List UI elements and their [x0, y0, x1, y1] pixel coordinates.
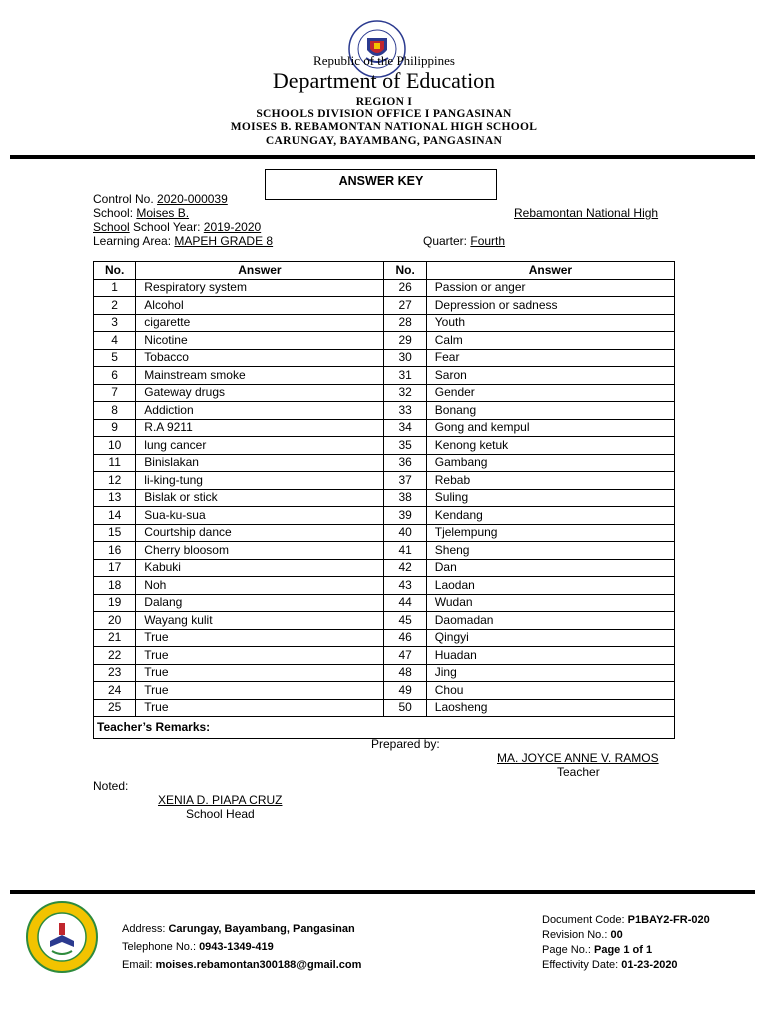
answer-table: [93, 261, 675, 739]
item-answer: Jing: [426, 664, 674, 682]
item-answer: Youth: [426, 314, 674, 332]
year-value: 2019-2020: [203, 220, 262, 234]
table-row: [94, 577, 675, 595]
table-row: [94, 349, 675, 367]
footer-email: [122, 956, 361, 974]
table-header-row: [94, 262, 675, 280]
item-answer: True: [136, 629, 384, 647]
item-answer: lung cancer: [136, 437, 384, 455]
item-number: 6: [94, 367, 136, 385]
school-word: School: [93, 220, 130, 234]
quarter-field: [423, 234, 505, 248]
item-answer: Gong and kempul: [426, 419, 674, 437]
item-number: 15: [94, 524, 136, 542]
item-number: 29: [384, 332, 426, 350]
item-answer: Huadan: [426, 647, 674, 665]
item-answer: Tobacco: [136, 349, 384, 367]
table-row: [94, 699, 675, 717]
address-label: Address:: [122, 923, 166, 935]
email-value: moises.rebamontan300188@gmail.com: [155, 959, 362, 971]
item-answer: Gambang: [426, 454, 674, 472]
footer-address: [122, 920, 361, 938]
item-number: 46: [384, 629, 426, 647]
col-header-answer: Answer: [426, 262, 674, 280]
item-answer: Fear: [426, 349, 674, 367]
item-number: 39: [384, 507, 426, 525]
item-answer: Kabuki: [136, 559, 384, 577]
table-row: [94, 454, 675, 472]
item-number: 30: [384, 349, 426, 367]
table-row: [94, 332, 675, 350]
item-number: 41: [384, 542, 426, 560]
item-answer: Dalang: [136, 594, 384, 612]
table-row: [94, 612, 675, 630]
item-number: 44: [384, 594, 426, 612]
item-number: 21: [94, 629, 136, 647]
item-answer: True: [136, 664, 384, 682]
item-number: 3: [94, 314, 136, 332]
table-row: [94, 664, 675, 682]
item-answer: cigarette: [136, 314, 384, 332]
item-answer: Gateway drugs: [136, 384, 384, 402]
department-title: Department of Education: [272, 68, 496, 93]
footer-telephone: [122, 938, 361, 956]
col-header-no: No.: [384, 262, 426, 280]
item-number: 43: [384, 577, 426, 595]
item-number: 38: [384, 489, 426, 507]
prepared-by-label: Prepared by:: [371, 737, 440, 751]
footer-contact: [122, 920, 361, 974]
school-label: School:: [93, 206, 134, 220]
item-answer: Cherry bloosom: [136, 542, 384, 560]
item-answer: Sua-ku-sua: [136, 507, 384, 525]
col-header-answer: Answer: [136, 262, 384, 280]
item-number: 4: [94, 332, 136, 350]
item-answer: Wudan: [426, 594, 674, 612]
item-number: 22: [94, 647, 136, 665]
item-answer: Qingyi: [426, 629, 674, 647]
item-answer: Saron: [426, 367, 674, 385]
remarks-row: [94, 717, 675, 739]
revision-value: 00: [610, 929, 623, 941]
table-row: [94, 472, 675, 490]
item-answer: Alcohol: [136, 297, 384, 315]
item-number: 9: [94, 419, 136, 437]
col-header-no: No.: [94, 262, 136, 280]
division-line: SCHOOLS DIVISION OFFICE I PANGASINAN: [256, 108, 512, 120]
item-answer: Bonang: [426, 402, 674, 420]
item-number: 50: [384, 699, 426, 717]
item-answer: Depression or sadness: [426, 297, 674, 315]
area-label: Learning Area:: [93, 234, 172, 248]
school-name-line: MOISES B. REBAMONTAN NATIONAL HIGH SCHOOL: [230, 121, 538, 133]
effectivity-label: Effectivity Date:: [542, 959, 619, 971]
table-row: [94, 559, 675, 577]
item-number: 20: [94, 612, 136, 630]
school-value-cont: Rebamontan National High: [514, 206, 659, 220]
answer-key-title: ANSWER KEY: [265, 169, 497, 200]
noted-by-title: School Head: [186, 807, 255, 821]
item-number: 10: [94, 437, 136, 455]
doc-code-label: Document Code:: [542, 914, 625, 926]
item-answer: True: [136, 682, 384, 700]
item-answer: Dan: [426, 559, 674, 577]
table-row: [94, 542, 675, 560]
document-code: [542, 913, 710, 928]
item-answer: Kendang: [426, 507, 674, 525]
item-number: 26: [384, 279, 426, 297]
item-answer: Chou: [426, 682, 674, 700]
table-row: [94, 384, 675, 402]
item-number: 1: [94, 279, 136, 297]
item-number: 25: [94, 699, 136, 717]
noted-label: Noted:: [93, 779, 129, 793]
table-row: [94, 682, 675, 700]
revision-label: Revision No.:: [542, 929, 608, 941]
table-row: [94, 297, 675, 315]
item-number: 16: [94, 542, 136, 560]
item-number: 11: [94, 454, 136, 472]
area-value: MAPEH GRADE 8: [174, 234, 274, 248]
item-answer: Rebab: [426, 472, 674, 490]
school-year-field: [93, 220, 261, 234]
region-line: REGION I: [355, 96, 413, 108]
quarter-label: Quarter:: [423, 234, 468, 248]
school-value: Moises B.: [136, 206, 190, 220]
table-row: [94, 437, 675, 455]
header-divider: [10, 155, 755, 159]
item-number: 48: [384, 664, 426, 682]
item-number: 5: [94, 349, 136, 367]
table-row: [94, 402, 675, 420]
email-label: Email:: [122, 959, 153, 971]
item-answer: True: [136, 647, 384, 665]
item-number: 13: [94, 489, 136, 507]
item-number: 2: [94, 297, 136, 315]
page-label: Page No.:: [542, 944, 591, 956]
control-label: Control No.: [93, 192, 154, 206]
item-answer: Noh: [136, 577, 384, 595]
quarter-value: Fourth: [470, 234, 506, 248]
footer-divider: [10, 890, 755, 894]
item-number: 32: [384, 384, 426, 402]
teacher-remarks-label: Teacher’s Remarks:: [94, 717, 675, 739]
item-answer: li-king-tung: [136, 472, 384, 490]
prepared-by-title: Teacher: [557, 765, 600, 779]
item-number: 47: [384, 647, 426, 665]
item-answer: Addiction: [136, 402, 384, 420]
item-number: 24: [94, 682, 136, 700]
item-answer: Courtship dance: [136, 524, 384, 542]
item-number: 19: [94, 594, 136, 612]
item-answer: True: [136, 699, 384, 717]
item-answer: Wayang kulit: [136, 612, 384, 630]
item-answer: R.A 9211: [136, 419, 384, 437]
table-row: [94, 647, 675, 665]
item-number: 40: [384, 524, 426, 542]
item-number: 31: [384, 367, 426, 385]
year-label: School Year:: [133, 220, 201, 234]
table-row: [94, 629, 675, 647]
school-seal-icon: [26, 901, 98, 973]
effectivity-date: [542, 958, 710, 973]
item-number: 36: [384, 454, 426, 472]
page-number: [542, 943, 710, 958]
item-answer: Laodan: [426, 577, 674, 595]
item-number: 34: [384, 419, 426, 437]
item-answer: Gender: [426, 384, 674, 402]
item-answer: Kenong ketuk: [426, 437, 674, 455]
table-row: [94, 279, 675, 297]
item-answer: Passion or anger: [426, 279, 674, 297]
item-answer: Tjelempung: [426, 524, 674, 542]
address-value: Carungay, Bayambang, Pangasinan: [168, 923, 355, 935]
school-location-line: CARUNGAY, BAYAMBANG, PANGASINAN: [265, 135, 503, 147]
item-number: 23: [94, 664, 136, 682]
table-row: [94, 594, 675, 612]
item-answer: Calm: [426, 332, 674, 350]
item-number: 14: [94, 507, 136, 525]
item-number: 42: [384, 559, 426, 577]
item-number: 7: [94, 384, 136, 402]
prepared-by-name: MA. JOYCE ANNE V. RAMOS: [497, 751, 659, 765]
school-field: [93, 206, 189, 220]
item-number: 8: [94, 402, 136, 420]
item-number: 18: [94, 577, 136, 595]
doc-code-value: P1BAY2-FR-020: [627, 914, 710, 926]
republic-line: Republic of the Philippines: [313, 53, 455, 68]
table-row: [94, 524, 675, 542]
revision-number: [542, 928, 710, 943]
phone-value: 0943-1349-419: [199, 941, 274, 953]
table-row: [94, 507, 675, 525]
item-number: 45: [384, 612, 426, 630]
control-value: 2020-000039: [157, 192, 228, 206]
item-number: 49: [384, 682, 426, 700]
item-answer: Respiratory system: [136, 279, 384, 297]
item-number: 37: [384, 472, 426, 490]
effectivity-value: 01-23-2020: [621, 959, 678, 971]
table-row: [94, 489, 675, 507]
item-answer: Sheng: [426, 542, 674, 560]
control-number: [93, 192, 228, 206]
item-number: 35: [384, 437, 426, 455]
item-number: 27: [384, 297, 426, 315]
item-answer: Binislakan: [136, 454, 384, 472]
item-number: 17: [94, 559, 136, 577]
item-answer: Nicotine: [136, 332, 384, 350]
item-answer: Daomadan: [426, 612, 674, 630]
item-answer: Suling: [426, 489, 674, 507]
item-answer: Mainstream smoke: [136, 367, 384, 385]
answer-table-body: [94, 279, 675, 717]
table-row: [94, 314, 675, 332]
item-number: 28: [384, 314, 426, 332]
phone-label: Telephone No.:: [122, 941, 196, 953]
table-row: [94, 419, 675, 437]
learning-area-field: [93, 234, 273, 248]
item-number: 12: [94, 472, 136, 490]
item-answer: Bislak or stick: [136, 489, 384, 507]
footer-document-info: [542, 913, 710, 973]
noted-by-name: XENIA D. PIAPA CRUZ: [158, 793, 283, 807]
item-answer: Laosheng: [426, 699, 674, 717]
item-number: 33: [384, 402, 426, 420]
table-row: [94, 367, 675, 385]
page-value: Page 1 of 1: [593, 944, 653, 956]
